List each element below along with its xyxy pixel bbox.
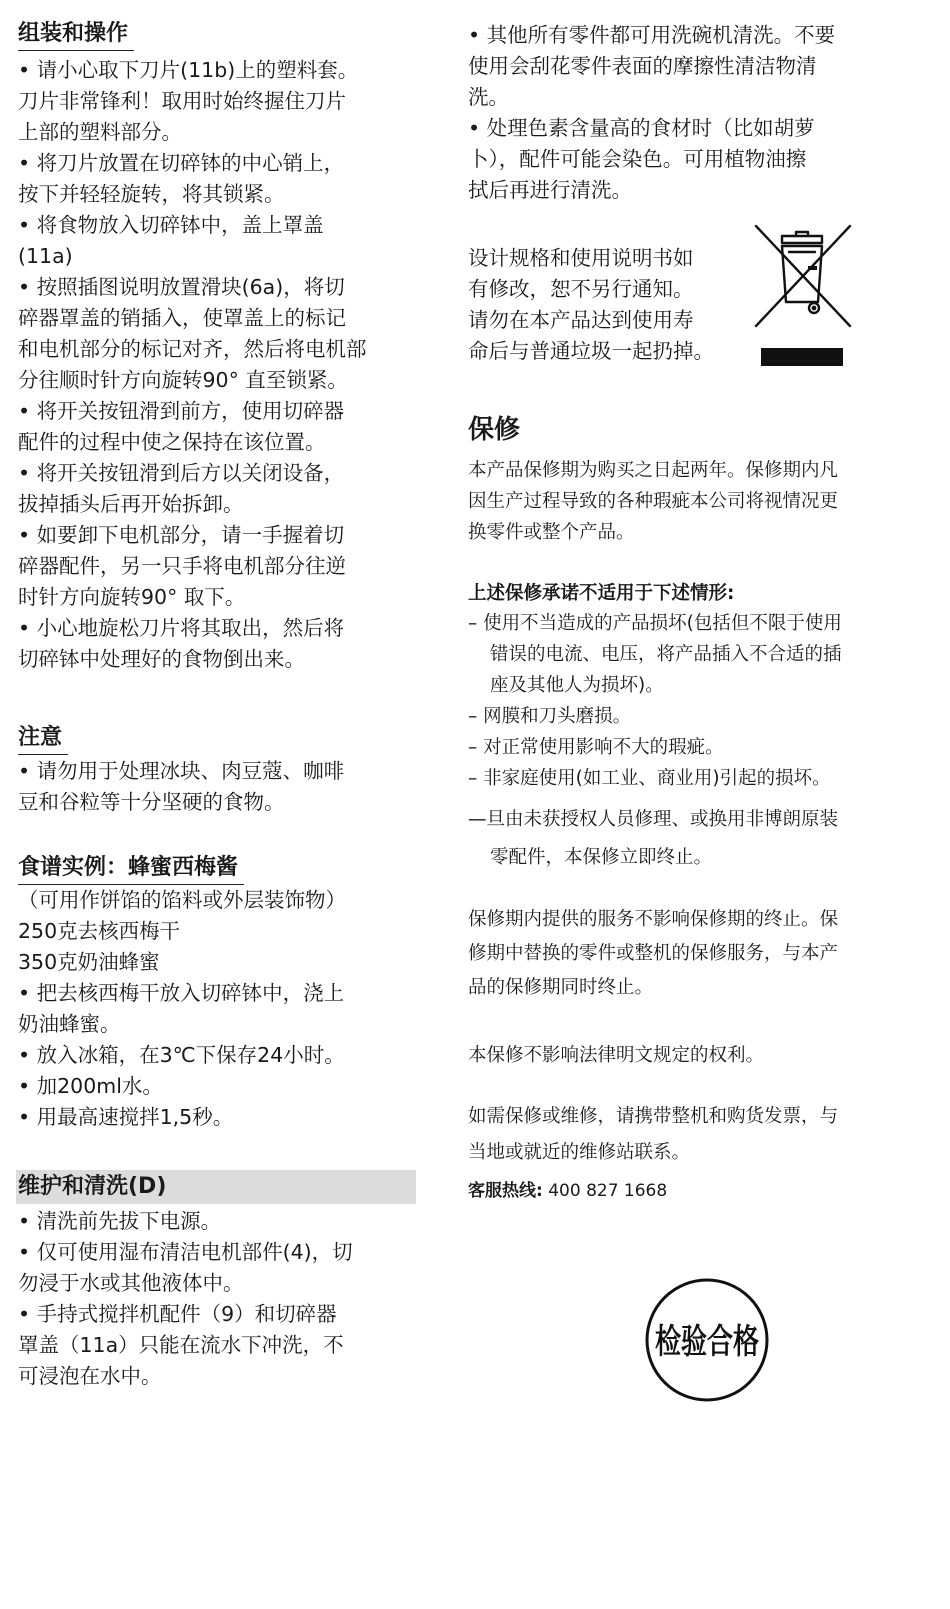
maintenance-line: • 手持式搅拌机配件（9）和切碎器 [18,1302,337,1326]
assembly-line: 按下并轻轻旋转，将其锁紧。 [18,182,285,206]
contact-line: 当地或就近的维修站联系。 [468,1142,691,1163]
assembly-line: 碎器罩盖的销插入，使罩盖上的标记 [18,306,346,330]
assembly-line: • 将开关按钮滑到前方，使用切碎器 [18,399,345,423]
exclusion-item: – 非家庭使用(如工业、商业用)引起的损坏。 [468,768,831,789]
exclusion-item: – 对正常使用影响不大的瑕疵。 [468,737,724,758]
assembly-line: 拔掉插头后再开始拆卸。 [18,492,244,516]
exclusion-item: 座及其他人为损坏)。 [490,675,664,696]
assembly-line: 时针方向旋转90° 取下。 [18,585,246,609]
maintenance-line: • 其他所有零件都可用洗碗机清洗。不要 [468,23,836,47]
disposal-line: 设计规格和使用说明书如 [468,246,694,270]
exclusion-item: – 网膜和刀头磨损。 [468,706,632,727]
recipe-text [18,885,346,1133]
crossed-out-wheelie-bin-icon [752,222,854,334]
maintenance-line: 勿浸于水或其他液体中。 [18,1271,244,1295]
legal-text: 本保修不影响法律明文规定的权利。 [468,1045,765,1066]
disposal-symbol-bar [761,348,843,366]
service-line: 保修期内提供的服务不影响保修期的终止。保 [468,909,839,930]
exclusions-list [468,608,842,794]
assembly-line: • 按照插图说明放置滑块(6a)，将切 [18,275,345,299]
assembly-line: • 小心地旋松刀片将其取出，然后将 [18,616,345,640]
caution-line: 豆和谷粒等十分坚硬的食物。 [18,790,285,814]
disposal-line: 命后与普通垃圾一起扔掉。 [468,339,714,363]
disposal-text [468,243,714,367]
assembly-heading: 组装和操作 [18,18,134,51]
recipe-line: 250克去核西梅干 [18,919,181,943]
customer-hotline [468,1177,667,1205]
inspection-passed-stamp [644,1277,770,1403]
maintenance-text [18,1206,353,1392]
maintenance-line: 可浸泡在水中。 [18,1364,162,1388]
assembly-line: • 将食物放入切碎钵中，盖上罩盖 [18,213,324,237]
caution-heading: 注意 [18,722,68,755]
termination-text [468,801,838,877]
assembly-text [18,55,367,675]
assembly-line: • 如要卸下电机部分，请一手握着切 [18,523,345,547]
recipe-line: 奶油蜂蜜。 [18,1012,121,1036]
maintenance-line: • 仅可使用湿布清洁电机部件(4)，切 [18,1240,353,1264]
service-line: 品的保修期同时终止。 [468,977,654,998]
disposal-line: 请勿在本产品达到使用寿 [468,308,694,332]
maintenance-continued [468,20,835,206]
assembly-line: (11a) [18,244,73,268]
service-text [468,904,838,1006]
assembly-line: • 将刀片放置在切碎钵的中心销上， [18,151,345,175]
exclusions-heading: 上述保修承诺不适用于下述情形: [468,583,735,604]
maintenance-line: 罩盖（11a）只能在流水下冲洗，不 [18,1333,344,1357]
maintenance-line: 使用会刮花零件表面的摩擦性清洁物清 [468,54,817,78]
recipe-heading: 食谱实例：蜂蜜西梅酱 [18,852,244,885]
warranty-line: 本产品保修期为购买之日起两年。保修期内凡 [468,460,839,481]
maintenance-line: • 清洗前先拔下电源。 [18,1209,222,1233]
assembly-line: 刀片非常锋利！取用时始终握住刀片 [18,89,346,113]
recipe-line: • 用最高速搅拌1,5秒。 [18,1105,234,1129]
assembly-line: • 将开关按钮滑到后方以关闭设备， [18,461,345,485]
termination-line: 零配件，本保修立即终止。 [490,847,713,868]
assembly-line: 配件的过程中使之保持在该位置。 [18,430,326,454]
hotline-number: 400 827 1668 [548,1181,668,1201]
recipe-line: 350克奶油蜂蜜 [18,950,160,974]
recipe-line: （可用作饼馅的馅料或外层装饰物） [18,888,346,912]
warranty-intro [468,455,838,548]
assembly-line: 切碎钵中处理好的食物倒出来。 [18,647,305,671]
service-line: 修期中替换的零件或整机的保修服务，与本产 [468,943,839,964]
warranty-line: 因生产过程导致的各种瑕疵本公司将视情况更 [468,491,839,512]
contact-text [468,1101,838,1173]
stamp-text: 检验合格 [655,1322,759,1362]
assembly-line: 上部的塑料部分。 [18,120,182,144]
warranty-line: 换零件或整个产品。 [468,522,635,543]
contact-line: 如需保修或维修，请携带整机和购货发票，与 [468,1106,839,1127]
recipe-line: • 放入冰箱，在3℃下保存24小时。 [18,1043,345,1067]
maintenance-line: • 处理色素含量高的食材时（比如胡萝 [468,116,815,140]
exclusion-item: – 使用不当造成的产品损坏(包括但不限于使用 [468,613,842,634]
maintenance-line: 拭后再进行清洗。 [468,178,632,202]
warranty-heading: 保修 [468,415,521,445]
maintenance-heading: 维护和清洗(D) [16,1170,416,1204]
hotline-label: 客服热线: [468,1181,543,1201]
assembly-line: 和电机部分的标记对齐，然后将电机部 [18,337,367,361]
assembly-line: 分往顺时针方向旋转90° 直至锁紧。 [18,368,348,392]
exclusion-item: 错误的电流、电压，将产品插入不合适的插 [490,644,842,665]
caution-line: • 请勿用于处理冰块、肉豆蔻、咖啡 [18,759,345,783]
caution-text [18,756,344,818]
recipe-line: • 加200ml水。 [18,1074,163,1098]
termination-line: —旦由未获授权人员修理、或换用非博朗原装 [468,809,839,830]
assembly-line: 碎器配件，另一只手将电机部分往逆 [18,554,346,578]
assembly-line: • 请小心取下刀片(11b)上的塑料套。 [18,58,359,82]
maintenance-line: 洗。 [468,85,509,109]
disposal-line: 有修改，恕不另行通知。 [468,277,694,301]
recipe-line: • 把去核西梅干放入切碎钵中，浇上 [18,981,345,1005]
maintenance-line: 卜），配件可能会染色。可用植物油擦 [468,147,807,171]
